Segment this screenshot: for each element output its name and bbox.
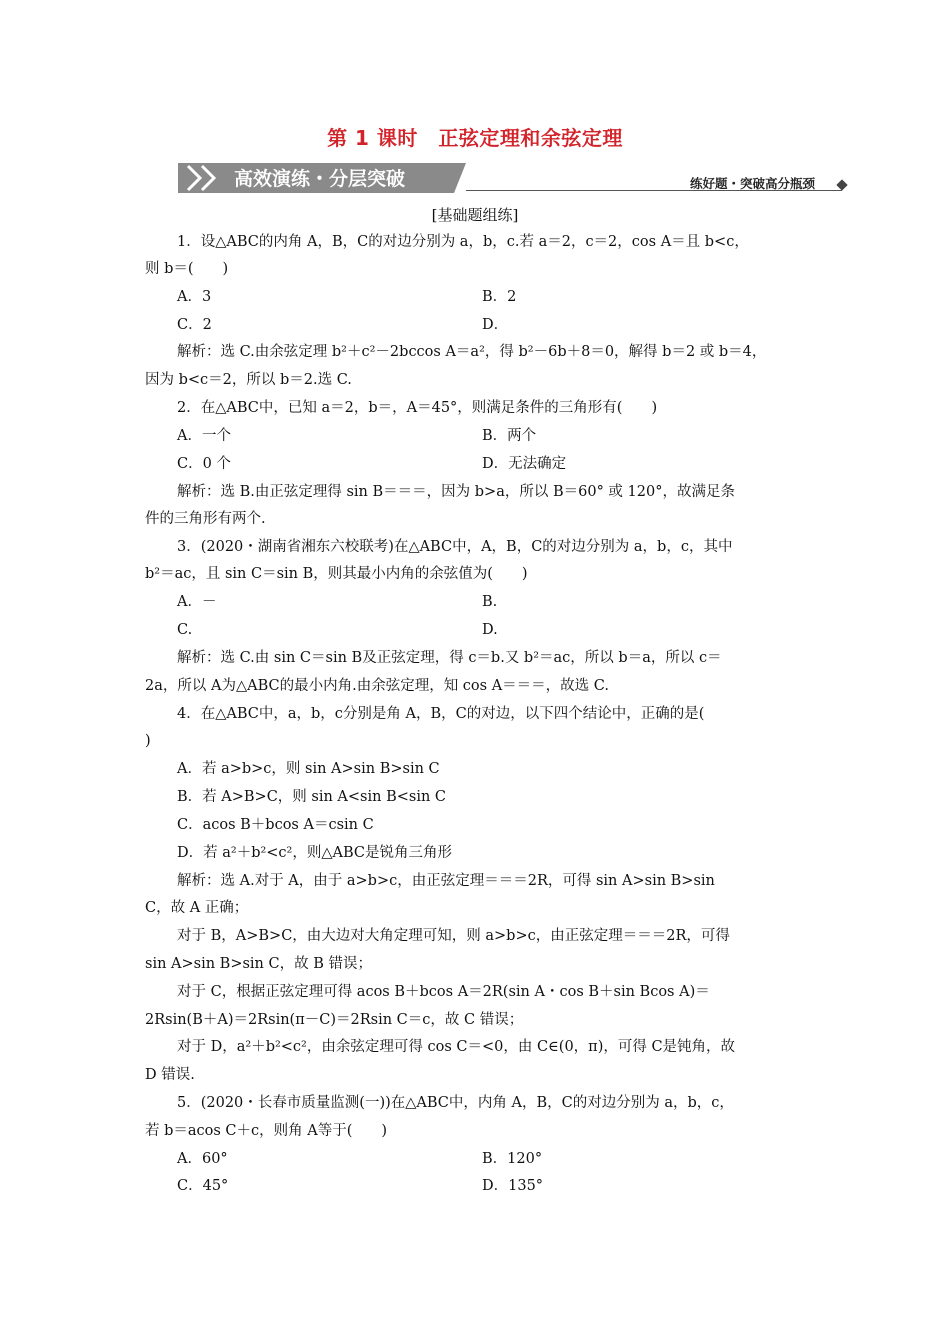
question-4-line-2: ) [145,733,151,749]
solution-4-line-1: 解析：选 A.对于 A，由于 a>b>c，由正弦定理＝＝＝2R，可得 sin A>sin B>sin [177,873,715,889]
solution-1-line-1: 解析：选 C.由余弦定理 b²＋c²－2bccos A＝a²，得 b²－6b＋8＝0，解得 b＝2 或 b＝4， [177,344,767,360]
question-2-option-a: A．一个 [177,428,231,444]
solution-4-line-7: 对于 D，a²＋b²<c²，由余弦定理可得 cos C＝<0，由 C∈(0，π)，可得 C是钝角，故 [177,1039,736,1055]
question-2-option-c: C．0 个 [177,456,231,472]
question-3-option-a: A．－ [177,594,217,610]
question-2-line-1: 2．在△ABC中，已知 a＝2，b＝，A＝45°，则满足条件的三角形有( ) [177,400,658,416]
solution-3-line-1: 解析：选 C.由 sin C＝sin B及正弦定理，得 c＝b.又 b²＝ac，所以 b＝a，所以 c＝ [177,650,722,666]
solution-4-line-4: sin A>sin B>sin C，故 B 错误； [145,956,372,972]
banner-title: 高效演练・分层突破 [234,168,406,190]
question-4-line-1: 4．在△ABC中，a，b，c分别是角 A，B，C的对边，以下四个结论中，正确的是( [177,706,705,722]
question-5-option-d: D．135° [482,1178,544,1194]
banner-subtitle: 练好题・突破高分瓶颈 [690,176,816,191]
page-title: 第 1 课时 正弦定理和余弦定理 [327,126,623,150]
section-banner [178,163,466,193]
solution-2-line-2: 件的三角形有两个. [145,511,266,527]
question-5-line-2: 若 b＝acos C＋c，则角 A等于( ) [145,1123,388,1139]
question-1-line-1: 1．设△ABC的内角 A，B，C的对边分别为 a，b，c.若 a＝2，c＝2，cos A＝且 b<c， [177,234,749,250]
solution-4-line-6: 2Rsin(B＋A)＝2Rsin(π－C)＝2Rsin C＝c，故 C 错误； [145,1012,524,1028]
solution-4-line-2: C，故 A 正确； [145,900,249,916]
solution-3-line-2: 2a，所以 A为△ABC的最小内角.由余弦定理，知 cos A＝＝＝，故选 C. [145,678,609,694]
question-1-option-b: B．2 [482,289,517,305]
question-5-option-a: A．60° [177,1151,228,1167]
question-1-option-a: A．3 [177,289,212,305]
question-2-option-d: D．无法确定 [482,456,567,472]
question-4-option-d: D．若 a²＋b²<c²，则△ABC是锐角三角形 [177,845,453,861]
question-4-option-c: C．acos B＋bcos A＝csin C [177,817,374,833]
question-4-option-a: A．若 a>b>c，则 sin A>sin B>sin C [177,761,440,777]
question-5-line-1: 5．(2020・长春市质量监测(一))在△ABC中，内角 A，B，C的对边分别为 a，b，c， [177,1095,734,1111]
question-1-option-d: D． [482,317,509,333]
question-3-line-2: b²＝ac，且 sin C＝sin B，则其最小内角的余弦值为( ) [145,566,528,582]
solution-4-line-5: 对于 C，根据正弦定理可得 acos B＋bcos A＝2R(sin A・cos B＋sin Bcos A)＝ [177,984,710,1000]
question-1-option-c: C．2 [177,317,212,333]
question-2-option-b: B．两个 [482,428,537,444]
solution-1-line-2: 因为 b<c＝2，所以 b＝2.选 C. [145,372,352,388]
question-4-option-b: B．若 A>B>C，则 sin A<sin B<sin C [177,789,446,805]
solution-4-line-8: D 错误. [145,1067,195,1083]
question-3-option-c: C. [177,622,193,638]
question-3-option-d: D. [482,622,498,638]
question-3-option-b: B. [482,594,498,610]
solution-4-line-3: 对于 B，A>B>C，由大边对大角定理可知，则 a>b>c，由正弦定理＝＝＝2R，可得 [177,928,730,944]
question-5-option-c: C．45° [177,1178,229,1194]
question-1-line-2: 则 b＝( ) [145,261,229,277]
question-3-line-1: 3．(2020・湖南省湘东六校联考)在△ABC中，A，B，C的对边分别为 a，b，c，其中 [177,539,733,555]
question-5-option-b: B．120° [482,1151,543,1167]
solution-2-line-1: 解析：选 B.由正弦定理得 sin B＝＝＝，因为 b>a，所以 B＝60° 或 120°，故满足条 [177,484,735,500]
section-heading: [基础题组练] [431,206,519,224]
diamond-icon [836,179,847,190]
